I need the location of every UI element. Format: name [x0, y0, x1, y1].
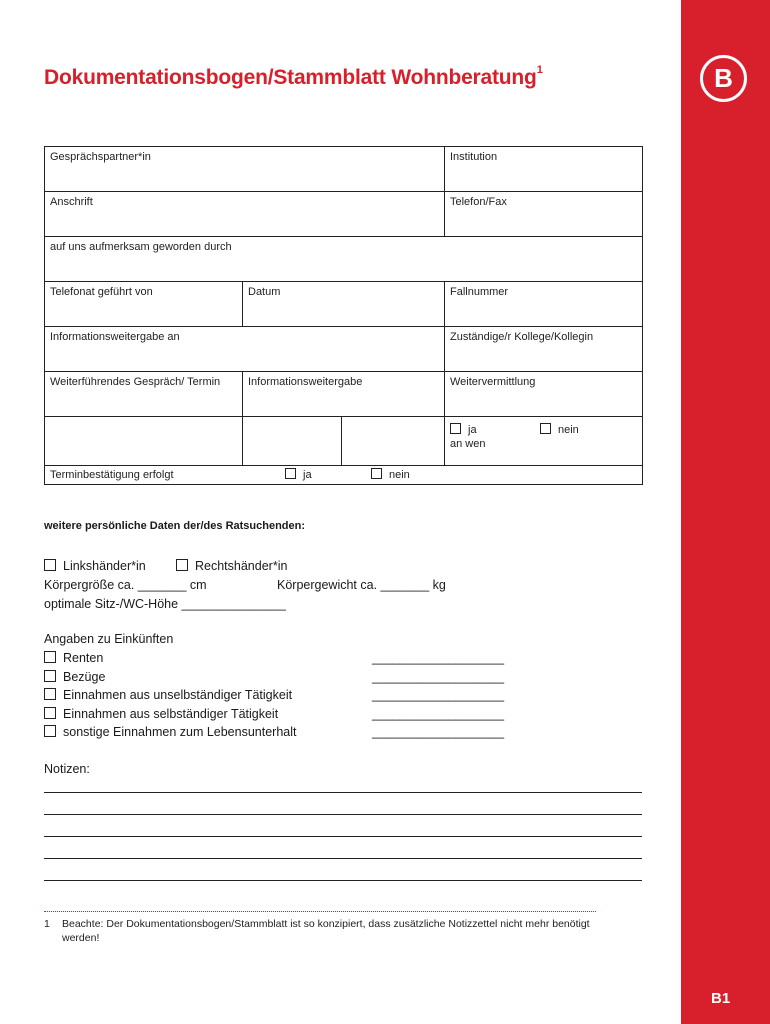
field-telefon-fax[interactable]: Telefon/Fax: [445, 192, 643, 237]
field-gespraechspartner[interactable]: Gesprächspartner*in: [45, 147, 445, 192]
field-informationsweitergabe-value-2[interactable]: [342, 417, 445, 466]
income-checkbox[interactable]: [44, 651, 56, 663]
notes-line[interactable]: [44, 792, 642, 793]
koerpergroesse-field[interactable]: Körpergröße ca. _______ cm: [44, 578, 207, 592]
weitervermittlung-nein-checkbox[interactable]: [540, 423, 551, 434]
income-checkbox[interactable]: [44, 688, 56, 700]
footnote: [44, 917, 622, 945]
personal-data-heading: weitere persönliche Daten der/des Ratsuchenden:: [44, 520, 306, 532]
field-telefonat-gefuehrt-von[interactable]: Telefonat geführt von: [45, 282, 243, 327]
income-checkbox[interactable]: [44, 707, 56, 719]
income-item: Renten ___________________: [44, 649, 504, 668]
termin-ja-checkbox[interactable]: [285, 468, 296, 479]
intake-form-table: [44, 146, 643, 485]
footnote-text: Beachte: Der Dokumentationsbogen/Stammblatt ist so konzipiert, dass zusätzliche Notizzettel nicht mehr benötigt werden!: [62, 918, 590, 944]
notes-line[interactable]: [44, 880, 642, 881]
sitz-wc-hoehe-field[interactable]: optimale Sitz-/WC-Höhe _______________: [44, 597, 286, 611]
income-blank[interactable]: ___________________: [372, 688, 505, 702]
field-informationsweitergabe-an[interactable]: Informationsweitergabe an: [45, 327, 445, 372]
notes-line[interactable]: [44, 858, 642, 859]
linkshaender-checkbox[interactable]: [44, 559, 56, 571]
personal-data-block: Linkshänder*in Rechtshänder*in Körpergröße ca. _______ cm Körpergewicht ca. _______ kg optimale Sitz-/WC-Höhe _______________: [44, 559, 446, 611]
notes-label: Notizen:: [44, 762, 90, 776]
field-institution[interactable]: Institution: [445, 147, 643, 192]
rechtshaender-checkbox[interactable]: [176, 559, 188, 571]
field-weitervermittlung-value: ja nein an wen: [445, 417, 643, 466]
field-aufmerksam-durch[interactable]: auf uns aufmerksam geworden durch: [45, 237, 643, 282]
income-checkbox[interactable]: [44, 725, 56, 737]
income-item: sonstige Einnahmen zum Lebensunterhalt ___________________: [44, 723, 504, 742]
field-informationsweitergabe-value-1[interactable]: [243, 417, 342, 466]
footnote-number: 1: [44, 918, 50, 930]
field-terminbestaetigung: Terminbestätigung erfolgt ja nein: [45, 466, 643, 485]
income-heading: Angaben zu Einkünften: [44, 632, 174, 646]
field-weiterfuehrendes-gespraech-value[interactable]: [45, 417, 243, 466]
income-block: [44, 630, 504, 742]
footnote-separator: [44, 911, 596, 912]
field-zustaendiger-kollege[interactable]: Zuständige/r Kollege/Kollegin: [445, 327, 643, 372]
field-fallnummer[interactable]: Fallnummer: [445, 282, 643, 327]
field-datum[interactable]: Datum: [243, 282, 445, 327]
income-item: Einnahmen aus unselbständiger Tätigkeit ___________________: [44, 686, 504, 705]
notes-line[interactable]: [44, 836, 642, 837]
notes-line[interactable]: [44, 814, 642, 815]
income-checkbox[interactable]: [44, 670, 56, 682]
income-blank[interactable]: ___________________: [372, 706, 505, 721]
termin-nein-checkbox[interactable]: [371, 468, 382, 479]
an-wen-label: an wen: [450, 438, 486, 450]
title-footnote-mark: 1: [536, 64, 543, 76]
section-sidebar: [681, 0, 770, 1024]
field-anschrift[interactable]: Anschrift: [45, 192, 445, 237]
income-blank[interactable]: ___________________: [372, 725, 505, 739]
koerpergewicht-field[interactable]: Körpergewicht ca. _______ kg: [277, 578, 446, 592]
income-blank[interactable]: ___________________: [372, 651, 505, 665]
income-blank[interactable]: ___________________: [372, 669, 505, 684]
weitervermittlung-ja-checkbox[interactable]: [450, 423, 461, 434]
page-title: Dokumentationsbogen/Stammblatt Wohnberatung$^1$: [44, 64, 543, 89]
header-informationsweitergabe: Informationsweitergabe: [243, 372, 445, 417]
income-item: Bezüge ___________________: [44, 668, 504, 687]
page-code: B1: [711, 990, 731, 1007]
header-weitervermittlung: Weitervermittlung: [445, 372, 643, 417]
section-badge-icon: B: [700, 55, 747, 102]
income-item: Einnahmen aus selbständiger Tätigkeit ___________________: [44, 705, 504, 724]
header-weiterfuehrendes-gespraech: Weiterführendes Gespräch/ Termin: [45, 372, 243, 417]
